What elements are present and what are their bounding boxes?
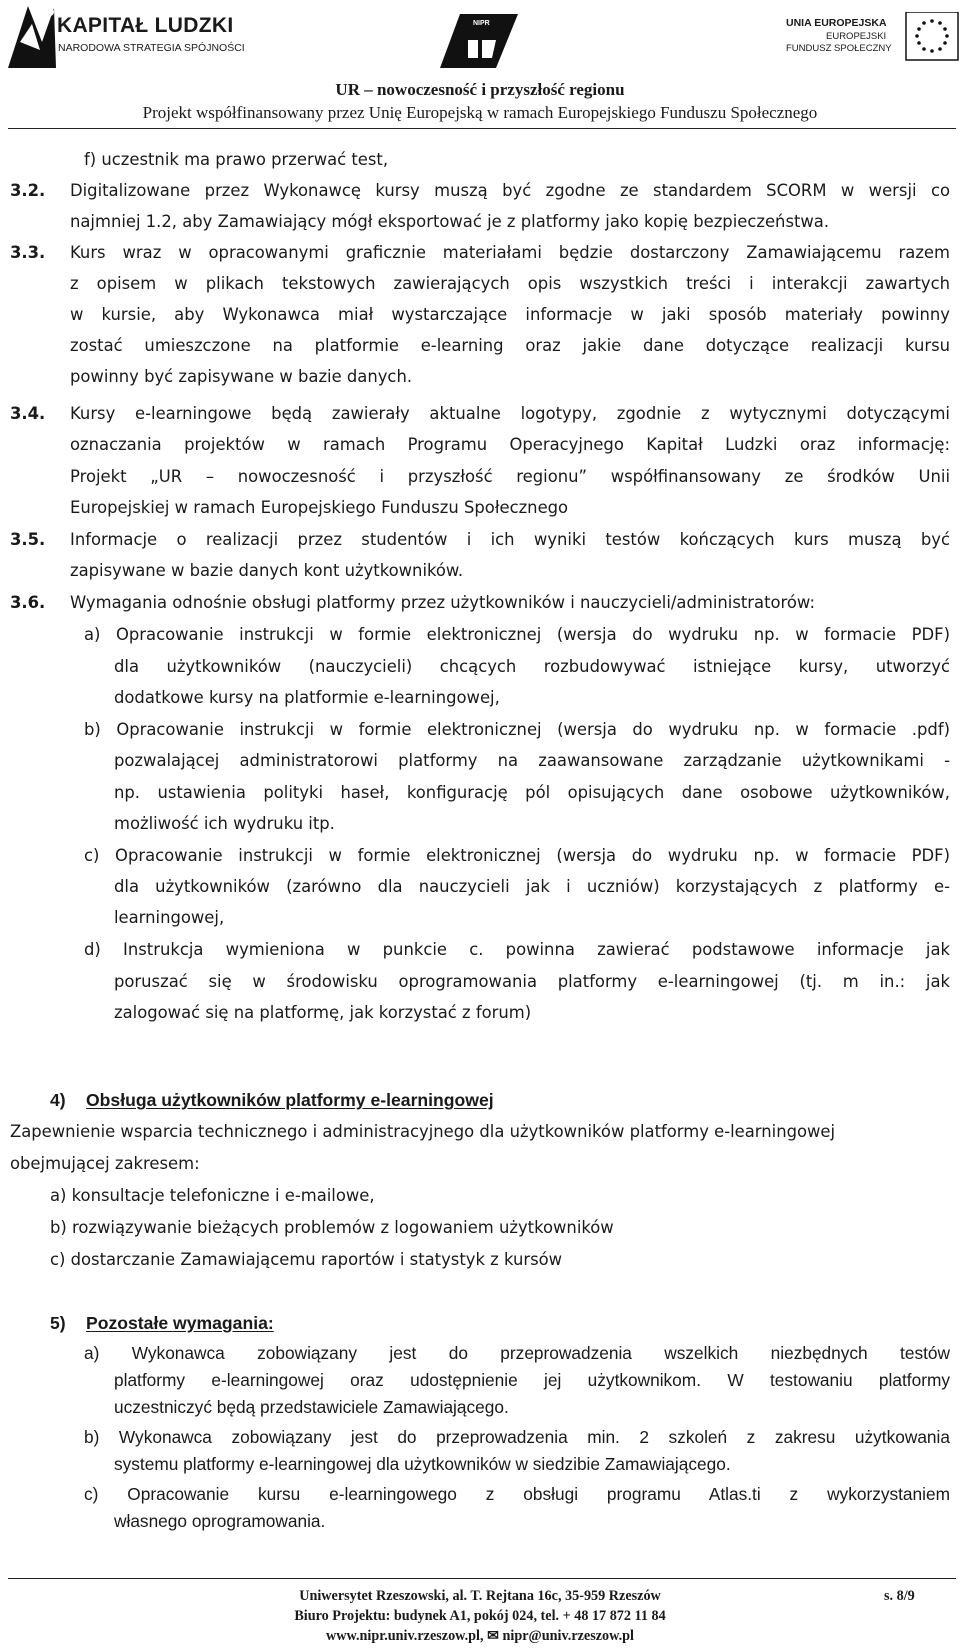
- paragraph-line: Digitalizowane przez Wykonawcę kursy muszą być zgodne ze standardem SCORM w wersji co: [70, 181, 950, 200]
- paragraph-line: Zapewnienie wsparcia technicznego i administracyjnego dla użytkowników platformy e-learningowej: [10, 1122, 836, 1141]
- paragraph-line: poruszać się w środowisku oprogramowania platformy e-learningowej (tj. m in.: jak: [114, 972, 950, 991]
- nipr-logo-text: NIPR: [473, 20, 490, 27]
- section-4-title: Obsługa użytkowników platformy e-learningowej: [86, 1090, 494, 1110]
- paragraph-line: np. ustawienia polityki haseł, konfigurację pól opisujących dane osobowe użytkowników,: [114, 783, 950, 802]
- section-number: 3.6.: [10, 593, 46, 612]
- paragraph-line: Europejskiej w ramach Europejskiego Funduszu Społecznego: [70, 498, 569, 517]
- eu-logo-line2: EUROPEJSKI: [826, 31, 887, 42]
- paragraph-line: zostać umieszczone na platformie e-learning oraz jakie dane dotyczące realizacji kursu: [70, 336, 950, 355]
- paragraph-line: systemu platformy e-learningowej dla użytkowników w siedzibie Zamawiającego.: [114, 1454, 731, 1474]
- list-item-a: a) Opracowanie instrukcji w formie elektronicznej (wersja do wydruku np. w formacie PDF): [84, 625, 950, 644]
- section-number: 3.3.: [10, 243, 46, 262]
- section-4-heading: [86, 1090, 494, 1110]
- paragraph-line: Informacje o realizacji przez studentów i ich wyniki testów kończących kurs muszą być: [70, 530, 950, 549]
- paragraph-line: dla użytkowników (zarówno dla nauczycieli jak i uczniów) korzystających z platformy e-: [114, 877, 950, 896]
- list-item-a: a) konsultacje telefoniczne i e-mailowe,: [50, 1186, 375, 1205]
- footer-office: Biuro Projektu: budynek A1, pokój 024, tel. + 48 17 872 11 84: [294, 1608, 666, 1624]
- paragraph-line: obejmującej zakresem:: [10, 1154, 200, 1173]
- header-project-title: UR – nowoczesność i przyszłość regionu: [335, 80, 625, 99]
- kapital-ludzki-subtitle: NARODOWA STRATEGIA SPÓJNOŚCI: [58, 42, 245, 54]
- list-item-b: b) Wykonawca zobowiązany jest do przeprowadzenia min. 2 szkoleń z zakresu użytkowania: [84, 1427, 950, 1447]
- paragraph-line: zapisywane w bazie danych kont użytkowników.: [70, 561, 464, 580]
- paragraph-line: Kursy e-learningowe będą zawierały aktualne logotypy, zgodnie z wytycznymi dotyczącymi: [70, 404, 950, 423]
- paragraph-line: uczestniczyć będą przedstawiciele Zamawiającego.: [114, 1397, 509, 1417]
- section-4-number: 4): [50, 1090, 66, 1110]
- paragraph-line: możliwość ich wydruku itp.: [114, 814, 335, 833]
- page-number: s. 8/9: [884, 1588, 915, 1604]
- eu-logo-line3: FUNDUSZ SPOŁECZNY: [786, 43, 892, 54]
- list-item-c: c) Opracowanie instrukcji w formie elektronicznej (wersja do wydruku np. w formacie PDF): [84, 846, 950, 865]
- list-item-f: f) uczestnik ma prawo przerwać test,: [84, 150, 389, 169]
- paragraph-line: pozwalającej administratorowi platformy na zaawansowane zarządzanie użytkownikami -: [114, 751, 950, 770]
- paragraph-line: Kurs wraz w opracowanymi graficznie materiałami będzie dostarczony Zamawiającemu razem: [70, 243, 950, 262]
- paragraph-line: Wymagania odnośnie obsługi platformy przez użytkowników i nauczycieli/administratorów:: [70, 593, 815, 612]
- paragraph-line: oznaczania projektów w ramach Programu Operacyjnego Kapitał Ludzki oraz informację:: [70, 435, 950, 454]
- paragraph-line: powinny być zapisywane w bazie danych.: [70, 367, 413, 386]
- list-item-b: b) rozwiązywanie bieżących problemów z logowaniem użytkowników: [50, 1218, 614, 1237]
- section-5-heading: [86, 1313, 274, 1333]
- list-item-c: c) dostarczanie Zamawiającemu raportów i statystyk z kursów: [50, 1250, 563, 1269]
- section-5-title: Pozostałe wymagania:: [86, 1313, 274, 1333]
- list-item-a: a) Wykonawca zobowiązany jest do przeprowadzenia wszelkich niezbędnych testów: [84, 1343, 950, 1363]
- header-project-funding: Projekt współfinansowany przez Unię Europejską w ramach Europejskiego Funduszu Społecznego: [142, 103, 818, 122]
- footer-contact: www.nipr.univ.rzeszow.pl, ✉ nipr@univ.rzeszow.pl: [326, 1628, 634, 1644]
- list-item-b: b) Opracowanie instrukcji w formie elektronicznej (wersja do wydruku np. w formacie .pdf): [84, 720, 950, 739]
- paragraph-line: Projekt „UR – nowoczesność i przyszłość regionu” współfinansowany ze środków Unii: [70, 467, 950, 486]
- paragraph-line: własnego oprogramowania.: [114, 1511, 326, 1531]
- list-item-c: c) Opracowanie kursu e-learningowego z obsługi programu Atlas.ti z wykorzystaniem: [84, 1484, 950, 1504]
- paragraph-line: zalogować się na platformę, jak korzystać z forum): [114, 1003, 532, 1022]
- paragraph-line: dodatkowe kursy na platformie e-learningowej,: [114, 688, 500, 707]
- section-5-number: 5): [50, 1313, 66, 1333]
- page-header: [0, 0, 960, 130]
- paragraph-line: w kursie, aby Wykonawca miał wystarczające informacje w jaki sposób materiały powinny: [70, 305, 950, 324]
- paragraph-line: z opisem w plikach tekstowych zawierających opis wszystkich treści i interakcji zawartych: [70, 274, 950, 293]
- section-number: 3.5.: [10, 530, 46, 549]
- section-number: 3.2.: [10, 181, 46, 200]
- paragraph-line: dla użytkowników (nauczycieli) chcących rozbudowywać istniejące kursy, utworzyć: [114, 657, 950, 676]
- list-item-d: d) Instrukcja wymieniona w punkcie c. powinna zawierać podstawowe informacje jak: [84, 940, 950, 959]
- paragraph-line: learningowej,: [114, 908, 225, 927]
- kapital-ludzki-title: KAPITAŁ LUDZKI: [57, 14, 234, 37]
- paragraph-line: platformy e-learningowej oraz udostępnienie jej użytkownikom. W testowaniu platformy: [114, 1370, 950, 1390]
- paragraph-line: najmniej 1.2, aby Zamawiający mógł eksportować je z platformy jako kopię bezpieczeństwa.: [70, 212, 830, 231]
- section-number: 3.4.: [10, 404, 46, 423]
- header-divider: [8, 128, 956, 129]
- eu-logo-line1: UNIA EUROPEJSKA: [786, 17, 887, 29]
- footer-divider: [8, 1578, 956, 1579]
- footer-address: Uniwersytet Rzeszowski, al. T. Rejtana 16c, 35-959 Rzeszów: [299, 1588, 661, 1604]
